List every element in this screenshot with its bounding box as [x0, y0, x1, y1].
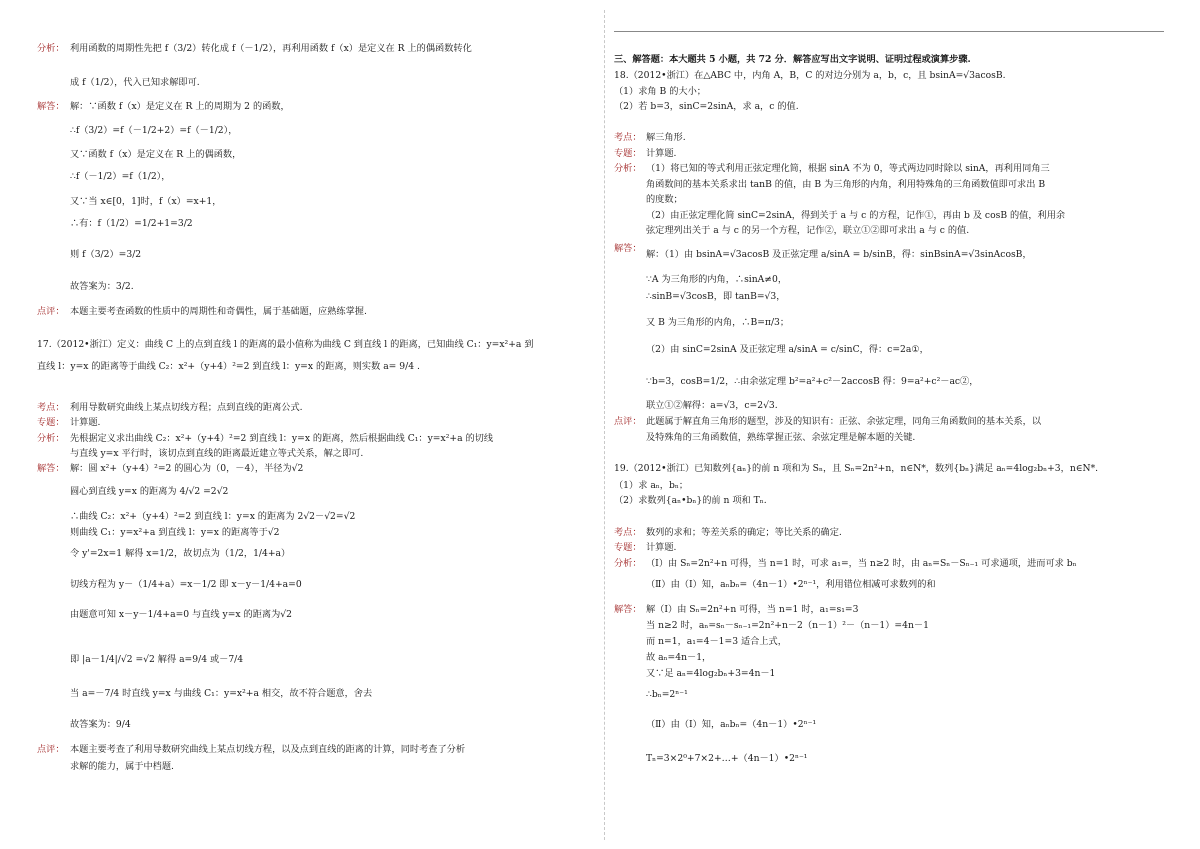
p16-answer-line: ∴f（3/2）=f（－1/2+2）=f（－1/2）， [70, 125, 238, 136]
p16-answer-line: 则 f（3/2）=3/2 [70, 249, 142, 260]
p19-analysis-label: 分析： [614, 558, 642, 569]
p18-kaodian-label: 考点： [614, 132, 642, 143]
p17-comment-line: 本题主要考查了利用导数研究曲线上某点切线方程，以及点到直线的距离的计算，同时考查了分析 [70, 744, 466, 755]
p19-stem-line: （2）求数列{aₙ•bₙ}的前 n 项和 Tₙ. [614, 495, 767, 506]
p19-answer-line: Tₙ=3×2⁰+7×2+…+（4n－1）•2ⁿ⁻¹ [646, 753, 808, 764]
p19-stem-line: 19.（2012•浙江）已知数列{aₙ}的前 n 项和为 Sₙ，且 Sₙ=2n²+n，n∈N*，数列{bₙ}满足 aₙ=4log₂bₙ+3，n∈N*. [614, 463, 1099, 474]
p17-answer-line: 当 a=－7/4 时直线 y=x 与曲线 C₁：y=x²+a 相交，故不符合题意，舍去 [70, 688, 373, 699]
p16-analysis-line: 成 f（1/2），代入已知求解即可. [70, 77, 200, 88]
p18-answer-line: ∴sinB=√3cosB，即 tanB=√3， [646, 291, 786, 302]
p19-kaodian: 数列的求和；等差关系的确定；等比关系的确定. [646, 527, 842, 538]
p19-stem-line: （1）求 aₙ，bₙ； [614, 480, 689, 491]
p17-comment-line: 求解的能力，属于中档题. [70, 761, 174, 772]
p17-answer-line: 令 y'=2x=1 解得 x=1/2，故切点为（1/2，1/4+a） [70, 548, 291, 559]
p17-kaodian: 利用导数研究曲线上某点切线方程；点到直线的距离公式. [70, 402, 303, 413]
p16-answer-line: 故答案为：3/2. [70, 281, 134, 292]
p18-kaodian: 解三角形. [646, 132, 686, 143]
p19-analysis-line: （Ⅱ）由（Ⅰ）知，aₙbₙ=（4n－1）•2ⁿ⁻¹，利用错位相减可求数列的和 [646, 579, 936, 590]
p17-answer-line: 即 |a－1/4|/√2 =√2 解得 a=9/4 或－7/4 [70, 654, 244, 665]
p19-zhuanti-label: 专题： [614, 542, 642, 553]
p19-answer-line: 又∵足 aₙ=4log₂bₙ+3=4n－1 [646, 668, 776, 679]
p16-comment-label: 点评： [37, 306, 65, 317]
p19-zhuanti: 计算题. [646, 542, 677, 553]
p18-stem-line: 18.（2012•浙江）在△ABC 中，内角 A，B，C 的对边分别为 a，b，c，且 bsinA=√3acosB. [614, 70, 1006, 81]
p18-stem-line: （2）若 b=3，sinC=2sinA，求 a，c 的值. [614, 101, 799, 112]
column-divider [604, 10, 605, 840]
p17-analysis-label: 分析： [37, 433, 65, 444]
p17-answer-line: ∴曲线 C₂：x²+（y+4）²=2 到直线 l：y=x 的距离为 2√2－√2=√2 [70, 511, 356, 522]
p16-answer-line: ∴有：f（1/2）=1/2+1=3/2 [70, 218, 193, 229]
p17-answer-line: 故答案为：9/4 [70, 719, 131, 730]
p16-answer-line: 解：∵函数 f（x）是定义在 R 上的周期为 2 的函数， [70, 101, 290, 112]
p19-answer-label: 解答： [614, 604, 642, 615]
p19-answer-line: 当 n≥2 时，aₙ=sₙ－sₙ₋₁=2n²+n－2（n－1）²－（n－1）=4n－1 [646, 620, 929, 631]
p17-stem-line: 直线 l：y=x 的距离等于曲线 C₂：x²+（y+4）²=2 到直线 l：y=x 的距离，则实数 a= 9/4 . [37, 361, 420, 372]
p18-analysis-line: 的度数； [646, 194, 683, 205]
p16-analysis-label: 分析： [37, 43, 65, 54]
p17-zhuanti: 计算题. [70, 417, 101, 428]
p16-comment: 本题主要考查函数的性质中的周期性和奇偶性，属于基础题，应熟练掌握. [70, 306, 367, 317]
top-rule [614, 31, 1164, 32]
p18-analysis-line: （1）将已知的等式利用正弦定理化简，根据 sinA 不为 0，等式两边同时除以 sinA，再利用同角三 [646, 163, 1050, 174]
p16-analysis-line: 利用函数的周期性先把 f（3/2）转化成 f（－1/2），再利用函数 f（x）是定义在 R 上的偶函数转化 [70, 43, 472, 54]
p18-analysis-line: （2）由正弦定理化简 sinC=2sinA，得到关于 a 与 c 的方程，记作①，再由 b 及 cosB 的值，利用余 [646, 210, 1066, 221]
p18-answer-line: 联立①②解得：a=√3，c=2√3. [646, 400, 778, 411]
p16-answer-line: ∴f（－1/2）=f（1/2）， [70, 171, 171, 182]
p18-answer-line: ∵A 为三角形的内角，∴sinA≠0， [646, 274, 788, 285]
p19-analysis-line: （Ⅰ）由 Sₙ=2n²+n 可得，当 n=1 时，可求 a₁=，当 n≥2 时，由 aₙ=Sₙ－Sₙ₋₁ 可求通项，进而可求 bₙ [646, 558, 1077, 569]
p18-analysis-line: 弦定理列出关于 a 与 c 的另一个方程，记作②，联立①②即可求出 a 与 c 的值. [646, 225, 970, 236]
p17-comment-label: 点评： [37, 744, 65, 755]
p17-stem-line: 17.（2012•浙江）定义：曲线 C 上的点到直线 l 的距离的最小值称为曲线 C 到直线 l 的距离，已知曲线 C₁：y=x²+a 到 [37, 339, 534, 350]
p17-kaodian-label: 考点： [37, 402, 65, 413]
p18-stem-line: （1）求角 B 的大小； [614, 86, 706, 97]
p19-answer-line: 而 n=1，a₁=4－1=3 适合上式， [646, 636, 787, 647]
p18-answer-line: ∵b=3，cosB=1/2，∴由余弦定理 b²=a²+c²－2accosB 得：9=a²+c²－ac②， [646, 376, 979, 387]
p18-analysis-label: 分析： [614, 163, 642, 174]
p19-kaodian-label: 考点： [614, 527, 642, 538]
p18-comment-label: 点评： [614, 416, 642, 427]
p19-answer-line: 解（Ⅰ）由 Sₙ=2n²+n 可得，当 n=1 时，a₁=s₁=3 [646, 604, 859, 615]
p18-answer-label: 解答： [614, 243, 642, 254]
p18-answer-line: 又 B 为三角形的内角，∴B=π/3； [646, 317, 790, 328]
p17-zhuanti-label: 专题： [37, 417, 65, 428]
section-title: 三、解答题：本大题共 5 小题，共 72 分．解答应写出文字说明、证明过程或演算步骤. [614, 54, 971, 65]
p17-analysis-line: 先根据定义求出曲线 C₂：x²+（y+4）²=2 到直线 l：y=x 的距离，然后根据曲线 C₁：y=x²+a 的切线 [70, 433, 494, 444]
p16-answer-line: 又∵当 x∈[0，1]时，f（x）=x+1， [70, 196, 222, 207]
p17-analysis-line: 与直线 y=x 平行时，该切点到直线的距离最近建立等式关系，解之即可. [70, 448, 364, 459]
p16-answer-label: 解答： [37, 101, 65, 112]
p17-answer-line: 圆心到直线 y=x 的距离为 4/√2 =2√2 [70, 486, 229, 497]
p17-answer-line: 由题意可知 x－y－1/4+a=0 与直线 y=x 的距离为√2 [70, 609, 292, 620]
p18-answer-line: （2）由 sinC=2sinA 及正弦定理 a/sinA = c/sinC，得：c=2a①， [646, 344, 929, 355]
p19-answer-line: （Ⅱ）由（Ⅰ）知，aₙbₙ=（4n－1）•2ⁿ⁻¹ [646, 719, 817, 730]
p17-answer-line: 切线方程为 y－（1/4+a）=x－1/2 即 x－y－1/4+a=0 [70, 579, 302, 590]
p19-answer-line: ∴bₙ=2ⁿ⁻¹ [646, 689, 688, 700]
p16-answer-line: 又∵函数 f（x）是定义在 R 上的偶函数， [70, 149, 242, 160]
p18-answer-line: 解：（1）由 bsinA=√3acosB 及正弦定理 a/sinA = b/sinB，得：sinBsinA=√3sinAcosB， [646, 249, 1032, 260]
p19-answer-line: 故 aₙ=4n－1， [646, 652, 712, 663]
p18-comment-line: 此题属于解直角三角形的题型，涉及的知识有：正弦、余弦定理，同角三角函数间的基本关系，以 [646, 416, 1042, 427]
p17-answer-line: 则曲线 C₁：y=x²+a 到直线 l：y=x 的距离等于√2 [70, 527, 280, 538]
p18-analysis-line: 角函数间的基本关系求出 tanB 的值，由 B 为三角形的内角，利用特殊角的三角函数值即可求出 B [646, 179, 1046, 190]
p18-zhuanti: 计算题. [646, 148, 677, 159]
p18-comment-line: 及特殊角的三角函数值，熟练掌握正弦、余弦定理是解本题的关键. [646, 432, 916, 443]
p17-answer-label: 解答： [37, 463, 65, 474]
p18-zhuanti-label: 专题： [614, 148, 642, 159]
p17-answer-line: 解：圆 x²+（y+4）²=2 的圆心为（0，－4），半径为√2 [70, 463, 304, 474]
